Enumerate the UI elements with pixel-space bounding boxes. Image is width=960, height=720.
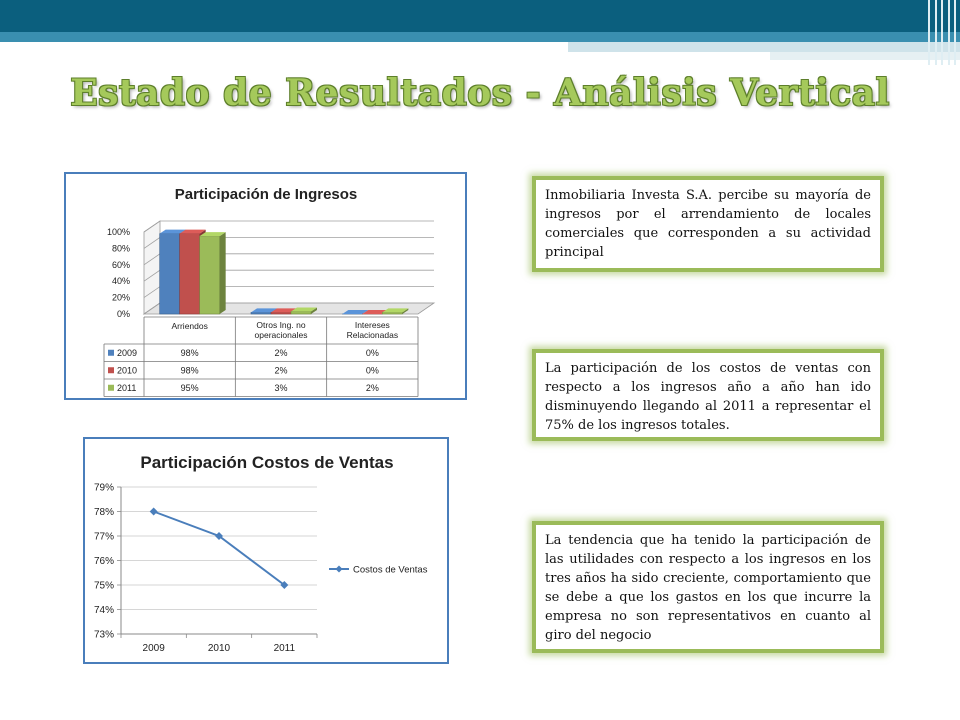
y-tick-label: 80% bbox=[111, 243, 130, 254]
income-chart bbox=[66, 174, 465, 398]
side-wall bbox=[144, 221, 160, 314]
header-stripe bbox=[0, 32, 960, 42]
income-chart-box bbox=[64, 172, 467, 400]
bar-front bbox=[382, 312, 402, 314]
legend-swatch bbox=[108, 385, 114, 391]
bar-front bbox=[251, 312, 271, 314]
x-category-label: operacionales bbox=[254, 330, 308, 340]
data-label: 2% bbox=[274, 365, 288, 376]
header-band bbox=[0, 0, 960, 32]
legend-swatch bbox=[108, 367, 114, 373]
data-point bbox=[150, 508, 158, 516]
y-tick-label: 60% bbox=[111, 259, 130, 270]
y-tick-label: 40% bbox=[111, 276, 130, 287]
bar-front bbox=[271, 312, 291, 314]
x-category-label: Relacionadas bbox=[346, 330, 399, 340]
data-label: 98% bbox=[180, 365, 199, 376]
data-label: 98% bbox=[180, 347, 199, 358]
data-label: 2% bbox=[365, 382, 379, 393]
data-label: 0% bbox=[365, 365, 379, 376]
y-tick-label: 73% bbox=[93, 629, 114, 641]
slide-title: Estado de Resultados - Análisis Vertical bbox=[70, 72, 890, 114]
y-tick-label: 77% bbox=[93, 531, 114, 543]
note-income: Inmobiliaria Investa S.A. percibe su mayoría de ingresos por el arrendamiento de locales comerciales que corresponden a su actividad principal bbox=[532, 176, 884, 272]
data-label: 95% bbox=[180, 382, 199, 393]
data-label: 3% bbox=[274, 382, 288, 393]
x-category-label: Otros Ing. no bbox=[256, 320, 306, 330]
y-tick-label: 74% bbox=[93, 605, 114, 616]
x-tick-label: 2009 bbox=[142, 643, 165, 654]
bar-front bbox=[160, 234, 180, 314]
legend-label: 2010 bbox=[117, 365, 138, 376]
x-tick-label: 2010 bbox=[207, 643, 231, 654]
bar-front bbox=[200, 236, 220, 314]
data-label: 0% bbox=[365, 347, 379, 358]
x-category-label: Arriendos bbox=[171, 321, 208, 331]
y-tick-label: 78% bbox=[93, 507, 114, 518]
y-tick-label: 79% bbox=[93, 482, 114, 494]
y-tick-label: 20% bbox=[111, 292, 130, 303]
x-category-label: Intereses bbox=[354, 320, 390, 330]
note-trend: La tendencia que ha tenido la participación de las utilidades con respecto a los ingresos en los tres años ha sido creciente, comportamiento que se debe a que los gastos en los que incurre la empresa no son representativos en cuanto al giro del negocio bbox=[532, 521, 884, 653]
legend-label: 2011 bbox=[117, 382, 137, 393]
data-label: 2% bbox=[274, 347, 288, 358]
bar bbox=[200, 232, 226, 314]
bar-front bbox=[180, 234, 200, 314]
legend-label: 2009 bbox=[117, 347, 138, 358]
legend-label: Costos de Ventas bbox=[353, 564, 428, 576]
note-costs: La participación de los costos de ventas con respecto a los ingresos año a año han ido disminuyendo llegando al 2011 a representar el 75% de los ingresos totales. bbox=[532, 349, 884, 441]
legend-marker bbox=[336, 566, 343, 573]
cost-chart-box bbox=[83, 437, 449, 664]
y-tick-label: 75% bbox=[93, 580, 114, 592]
cost-chart bbox=[85, 439, 447, 662]
y-tick-label: 0% bbox=[116, 309, 130, 319]
header-stripe-light bbox=[568, 42, 960, 52]
x-tick-label: 2011 bbox=[273, 643, 296, 654]
header-decoration bbox=[926, 0, 960, 65]
cost-chart-title: Participación Costos de Ventas bbox=[140, 453, 394, 472]
bar-front bbox=[291, 312, 311, 314]
y-tick-label: 76% bbox=[93, 556, 114, 567]
y-tick-label: 100% bbox=[106, 227, 130, 237]
income-chart-title: Participación de Ingresos bbox=[174, 186, 358, 203]
series-line bbox=[154, 512, 285, 586]
bar-side bbox=[220, 232, 226, 314]
legend-swatch bbox=[108, 350, 114, 356]
